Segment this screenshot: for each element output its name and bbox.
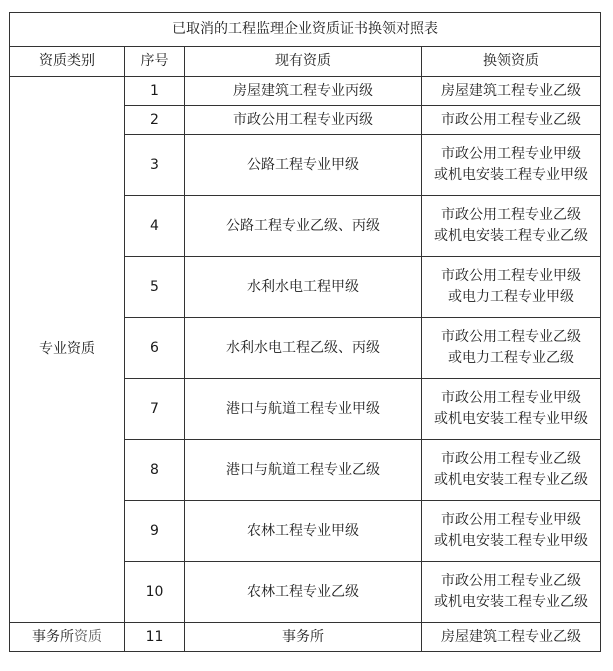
row-new-line: 市政公用工程专业甲级 (441, 146, 581, 162)
row-current: 公路工程专业乙级、丙级 (185, 196, 422, 257)
row-seq: 2 (125, 106, 185, 135)
table-row (10, 623, 601, 652)
row-new-line: 或机电安装工程专业甲级 (434, 167, 588, 183)
row-seq: 5 (125, 257, 185, 318)
row-new (422, 501, 601, 562)
row-current: 水利水电工程乙级、丙级 (185, 318, 422, 379)
row-seq: 6 (125, 318, 185, 379)
row-seq: 9 (125, 501, 185, 562)
row-new-line: 市政公用工程专业甲级 (441, 390, 581, 406)
row-current: 港口与航道工程专业乙级 (185, 440, 422, 501)
row-new (422, 257, 601, 318)
row-new-line: 或机电安装工程专业乙级 (434, 228, 588, 244)
row-new (422, 562, 601, 623)
row-new-line: 市政公用工程专业乙级 (441, 451, 581, 467)
row-seq: 4 (125, 196, 185, 257)
category-office-part1: 事务所 (32, 628, 74, 645)
row-new (422, 135, 601, 196)
row-current: 农林工程专业乙级 (185, 562, 422, 623)
header-current: 现有资质 (185, 47, 422, 77)
row-new-line: 或机电安装工程专业乙级 (434, 472, 588, 488)
row-new-line: 房屋建筑工程专业乙级 (441, 82, 581, 99)
row-new (422, 318, 601, 379)
row-seq: 7 (125, 379, 185, 440)
row-new (422, 106, 601, 135)
row-new (422, 77, 601, 106)
row-new-line: 或电力工程专业乙级 (448, 350, 574, 366)
row-current: 水利水电工程甲级 (185, 257, 422, 318)
row-new-line: 市政公用工程专业乙级 (441, 573, 581, 589)
row-new-line: 市政公用工程专业甲级 (441, 268, 581, 284)
category-professional: 专业资质 (10, 77, 125, 623)
table-row (10, 77, 601, 106)
category-office-part2: 资质 (74, 628, 102, 645)
header-seq: 序号 (125, 47, 185, 77)
row-new-line: 或机电安装工程专业乙级 (434, 594, 588, 610)
row-new-line: 市政公用工程专业乙级 (441, 329, 581, 345)
row-current: 公路工程专业甲级 (185, 135, 422, 196)
header-new: 换领资质 (422, 47, 601, 77)
qualification-conversion-table (9, 12, 601, 652)
row-new-line: 市政公用工程专业乙级 (441, 111, 581, 128)
row-new (422, 440, 601, 501)
row-new-line: 或机电安装工程专业甲级 (434, 411, 588, 427)
row-current: 市政公用工程专业丙级 (185, 106, 422, 135)
row-new-line: 市政公用工程专业乙级 (441, 207, 581, 223)
row-seq: 11 (125, 623, 185, 652)
row-current: 港口与航道工程专业甲级 (185, 379, 422, 440)
row-new-line: 或机电安装工程专业甲级 (434, 533, 588, 549)
row-seq: 1 (125, 77, 185, 106)
row-new (422, 196, 601, 257)
row-current: 事务所 (185, 623, 422, 652)
category-office (10, 623, 125, 652)
row-seq: 8 (125, 440, 185, 501)
row-seq: 10 (125, 562, 185, 623)
row-new-line: 或电力工程专业甲级 (448, 289, 574, 305)
row-seq: 3 (125, 135, 185, 196)
row-new-line: 市政公用工程专业甲级 (441, 512, 581, 528)
row-new: 房屋建筑工程专业乙级 (422, 623, 601, 652)
row-current: 农林工程专业甲级 (185, 501, 422, 562)
row-current: 房屋建筑工程专业丙级 (185, 77, 422, 106)
table-title: 已取消的工程监理企业资质证书换领对照表 (10, 13, 601, 47)
row-new (422, 379, 601, 440)
header-category: 资质类别 (10, 47, 125, 77)
